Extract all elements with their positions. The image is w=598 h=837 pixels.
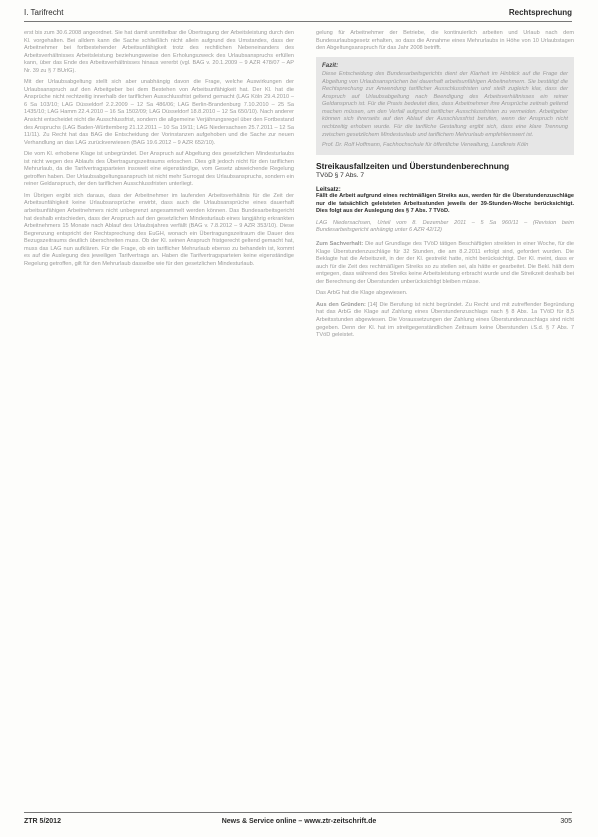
gruende-heading: Aus den Gründen:: [316, 301, 366, 308]
left-column: [24, 30, 294, 272]
running-header-category: Rechtsprechung: [508, 8, 572, 17]
footer-rule: [24, 812, 572, 813]
fazit-text: Diese Entscheidung des Bundesarbeitsgerichts dient der Klarheit im Hinblick auf die Frage der Abgeltung von Urlaubsansprüchen bei dauerhaft arbeitsunfähigen Arbeitnehmern. Sie bestätigt die Rechtsprechung zur Anwendung tariflicher Ausschlussfristen und stellt zugleich klar, dass der Anspruch auf Urlaubsabgeltung nach Beendigung des Arbeitsverhältnisses ein reiner Geldanspruch ist. Für die Praxis bedeutet dies, dass Arbeitnehmer ihre Ansprüche zeitnah geltend machen müssen, um den Verfall aufgrund tariflicher Ausschlussfristen zu vermeiden. Arbeitgeber können sich ihrerseits auf den Ablauf der Ausschlussfrist berufen, wenn der Anspruch nicht rechtzeitig erhoben wurde. Für die tarifliche Gestaltung ergibt sich, dass eine klare Trennung zwischen gesetzlichem Mindesturlaub und tariflichem Mehrurlaub empfehlenswert ist.: [322, 71, 568, 138]
leitsatz-heading: Leitsatz:: [316, 185, 341, 193]
fazit-title: Fazit:: [322, 61, 339, 69]
case-citation: LAG Niedersachsen, Urteil vom 8. Dezember 2011 – 5 Sa 960/11 – (Revision beim Bundesarbeitsgericht anhängig unter 6 AZR 42/12): [316, 219, 574, 234]
leitsatz-text: Fällt die Arbeit aufgrund eines rechtmäßigen Streiks aus, werden für die Überstundenzuschläge nur die tatsächlich geleisteten Arbeitsstunden jeweils der 39-Stunden-Woche berücksichtigt. Dies folgt aus der Auslegung des § 7 Abs. 7 TVöD.: [316, 193, 574, 215]
fazit-box: [316, 57, 574, 155]
sachverhalt-heading: Zum Sachverhalt:: [316, 241, 364, 248]
header-rule: [24, 21, 572, 22]
klage-note: Das ArbG hat die Klage abgewiesen.: [316, 290, 408, 297]
body-paragraph: Die vom Kl. erhobene Klage ist unbegründet. Der Anspruch auf Abgeltung des gesetzlichen Mindesturlaubs ist nicht wegen des Ablaufs des Übertragungszeitraums erloschen. Dies gilt jedoch nicht für den tariflichen Mehrurlaub, da die Tarifvertragsparteien insoweit eine eigenständige, vom Gesetz abweichende Regelung getroffen haben. Der Urlaubsabgeltungsanspruch ist nicht mehr Surrogat des Urlaubsanspruchs, sondern ein reiner Geldanspruch, der den tariflichen Ausschlussfristen unterliegt.: [24, 151, 294, 188]
body-paragraph: Im Übrigen ergibt sich daraus, dass der Arbeitnehmer im laufenden Arbeitsverhältnis für die Zeit der Arbeitsunfähigkeit keine Urlaubsansprüche erwirbt, dass auch die Urlaubsansprüche eines dauerhaft arbeitsunfähigen Arbeitnehmers nicht unbegrenzt angesammelt werden können. Das Bundesarbeitsgericht hat deshalb entschieden, dass der Anspruch auf den gesetzlichen Mindesturlaub eines langjährig erkrankten Arbeitnehmers 15 Monate nach Ablauf des Urlaubsjahres verfällt (BAG v. 7.8.2012 – 9 AZR 353/10). Diese Begrenzung entspricht der Rechtsprechung des EuGH, wonach ein Übertragungszeitraum die Dauer des Bezugszeitraums deutlich überschreiten muss. Ob der Kl. seinen Anspruch fristgerecht geltend gemacht hat, muss das LAG nun aufklären. Für die Frage, ob ein tariflicher Mehrurlaub ebenso zu behandeln ist, kommt es auf die Auslegung des jeweiligen Tarifvertrags an. Haben die Tarifvertragsparteien keine eigenständige Regelung getroffen, gilt für den Mehrurlaub dasselbe wie für den gesetzlichen Mindesturlaub.: [24, 192, 294, 267]
sachverhalt-paragraph: [316, 241, 574, 286]
fazit-author: Prof. Dr. Rolf Hoffmann, Fachhochschule für öffentliche Verwaltung, Landkreis Köln: [322, 142, 529, 149]
section-reference: TVöD § 7 Abs. 7: [316, 172, 365, 180]
body-paragraph: Mit der Urlaubsabgeltung stellt sich aber unabhängig davon die Frage, welche Auswirkungen der Urlaubsanspruch auf den Arbeitgeber bei dem Bestehen von Arbeitsunfähigkeit hat. Der Kl. hat die Ansprüche nicht rechtzeitig innerhalb der tariflichen Ausschlussfrist geltend gemacht (LAG Köln 29.4.2010 – 6 Sa 103/10; LAG Düsseldorf 2.2.2009 – 12 Sa 486/06; LAG Berlin-Brandenburg 7.10.2010 – 25 Sa 1435/10; LAG Hamm 22.4.2010 – 16 Sa 1502/09; LAG Düsseldorf 18.8.2010 – 12 Sa 650/10). Nach anderer Ansicht entscheidet nicht die Ausschlussfrist, sondern die allgemeine Verjährungsregel über den Fortbestand des Anspruchs (LAG Baden-Württemberg 21.12.2011 – 10 Sa 19/11; LAG Niedersachsen 25.7.2011 – 12 Sa 11/11). Zu Recht hat das BAG die Entscheidung der Vorinstanzen aufgehoben und die Sache zur neuen Verhandlung an das LAG zurückverwiesen (BAG 19.6.2012 – 9 AZR 652/10).: [24, 79, 294, 146]
running-header-section: I. Tarifrecht: [24, 8, 64, 17]
footer-website: News & Service online – www.ztr-zeitschrift.de: [221, 818, 377, 825]
body-paragraph: gelung für Arbeitnehmer der Betriebe, die kontinuierlich arbeiten und Urlaub nach dem Bundesurlaubsgesetz erhalten, so dass die Annahme eines Mehrurlaubs in Höhe von 10 Urlaubstagen den Abgeltungsanspruch für das Jahr 2008 betrifft.: [316, 30, 574, 52]
body-paragraph: erst bis zum 30.6.2008 angeordnet. Sie hat damit unmittelbar die Übertragung der Arbeitsleistung durch den Kl. vorgehalten. Bei alldem kann die Sache schließlich nicht allein aufgrund des Umstandes, dass der Arbeitnehmer bei fortbestehender Arbeitsunfähigkeit trotz des rechtlichen Nebeneinanders des Arbeitsverhältnisses Arbeitsleistung beziehungsweise den Erholungszweck des Urlaubsanspruchs erfüllen kann, über das Ende des Arbeitsverhältnisses hinaus vererbt (vgl. BAG v. 20.1.2009 – 9 AZR 478/07 – AP Nr. 39 zu § 7 BUrlG).: [24, 30, 294, 74]
page-number: 305: [560, 818, 572, 825]
sachverhalt-text: Die auf Grundlage des TVöD tätigen Beschäftigten streikten in einer Woche, für die Klage Überstundenzuschläge für 32 Stunden, die am 8.2.2011 erfolgt sind, gefordert wurden. Die Beklagte hat die Arbeitszeit, in der der Kl. gestreikt hatte, nicht berücksichtigt. Der Kl. meint, dass er auch für die Zeit des rechtmäßigen Streiks so zu stellen sei, als hätte er gearbeitet. Die Bekl. hält dem entgegen, dass während des Streiks keine Arbeitsleistung erbracht wurde und die Streikzeit deshalb bei der Berechnung der Überstunden unberücksichtigt bleiben müsse.: [316, 241, 574, 285]
gruende-text: [14] Die Berufung ist nicht begründet. Zu Recht und mit zutreffender Begründung hat das ArbG die Klage auf Zahlung eines Überstundenzuschlags nach § 8 Abs. 1a TVöD für 8,5 Arbeitsstunden abgewiesen. Die Voraussetzungen der Zahlung eines Überstundenzuschlags sind nicht gegeben. Denn der Kl. hat im streitgegenständlichen Zeitraum keine Überstunden i.S.d. § 7 Abs. 7 TVöD geleistet.: [316, 301, 574, 339]
footer-journal: ZTR 5/2012: [24, 818, 61, 825]
right-column: [316, 30, 574, 344]
section-title: Streikausfallzeiten und Überstundenberechnung: [316, 160, 510, 171]
gruende-paragraph: [316, 302, 574, 340]
